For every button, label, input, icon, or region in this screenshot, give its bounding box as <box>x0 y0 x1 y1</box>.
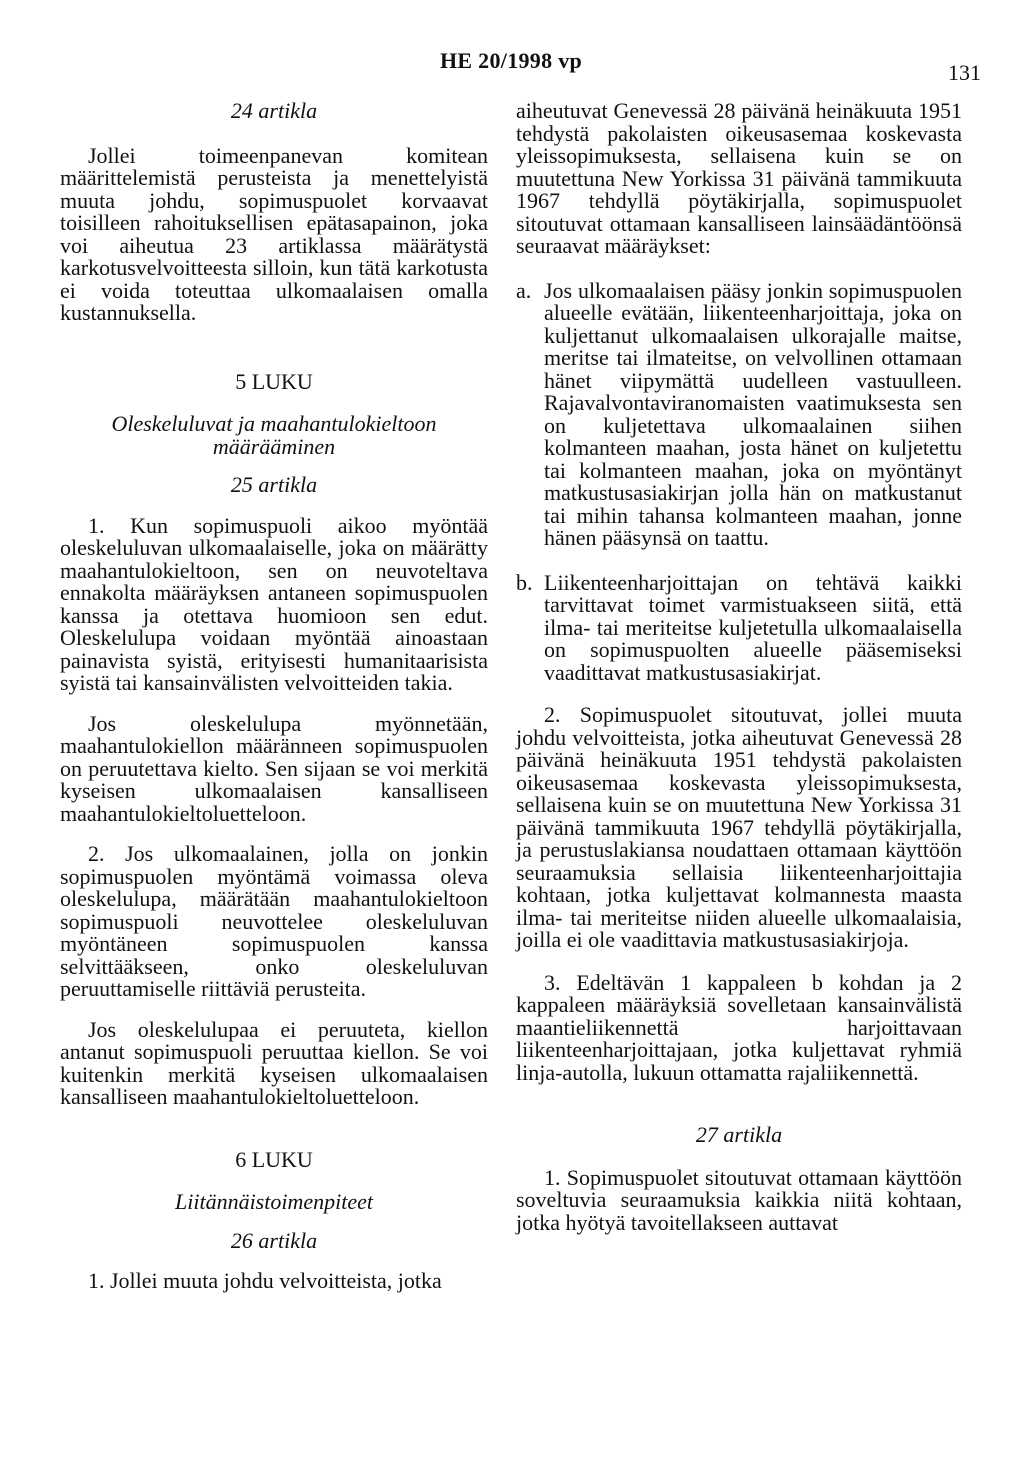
document-reference: HE 20/1998 vp <box>440 48 583 73</box>
list-item-b <box>516 569 962 685</box>
paragraph-2: 2. Sopimuspuolet sitoutuvat, jollei muuta johdu velvoitteista, jotka aiheutuvat Genevessä 28 päivänä heinäkuuta 1951 tehdystä pakolaisten oikeusasemaa koskevasta yleissopimuksesta, sellaisena kuin se on muutettuna New Yorkissa 31 päivänä tammikuuta 1967 tehdyllä pöytäkirjalla, ja perustuslakiansa noudattaen ottamaan käyttöön seuraamuksia sellaisia liikenteenharjoittajia kohtaan, jotka kuljettavat kolmannesta maasta ilma- tai meriteitse niiden alueelle ulkomaalaisia, joilla ei ole vaadittavia matkustusasiakirjoja. <box>516 702 962 952</box>
chapter-5-heading: 5 LUKU <box>235 368 313 394</box>
article-24-heading: 24 artikla <box>230 98 318 123</box>
page-header <box>0 48 1024 88</box>
chapter-5-title: Oleskeluluvat ja maahantulokieltoon määrääminen <box>111 411 437 459</box>
article-27-heading: 27 artikla <box>695 1122 783 1147</box>
list-text-a: Jos ulkomaalaisen pääsy jonkin sopimuspuolen alueelle evätään, liikenteenharjoittaja, joka on kuljettanut ulkomaalaisen ulkorajalle maitse, meritse tai ilmateitse, on velvollinen ottamaan hänet viipymättä uudelleen vastuulleen. Rajavalvontaviranomaisten vaatimuksesta sen on kuljetettava ulkomaalainen siihen kolmanteen maahan, josta hänet on kuljetettu tai kolmanteen maahan, joka on myöntänyt matkustusasiakirjan jolla hän on matkustanut tai mihin tahansa kolmanteen maahan, jonne hänen pääsynsä on taattu. <box>544 277 962 550</box>
paragraph-3: 3. Edeltävän 1 kappaleen b kohdan ja 2 kappaleen määräyksiä sovelletaan kansainvälistä maantieliikennettä harjoittavaan liikenteenharjoittajaan, jotka kuljettavat ryhmiä linja-autolla, lukuun ottamatta rajaliikennettä. <box>516 969 962 1085</box>
page-number: 131 <box>948 60 981 85</box>
article-25-paragraph-1: 1. Kun sopimuspuoli aikoo myöntää oleskeluluvan ulkomaalaiselle, joka on määrätty maahantulokieltoon, sen on neuvoteltava ennakolta määräyksen antaneen sopimuspuolen kanssa ja otettava huomioon sen edut. Oleskelulupa voidaan myöntää ainoastaan painavista syistä, erityisesti humanitaarisista syistä tai kansainvälisten velvoitteiden takia. <box>60 512 488 695</box>
article-25-paragraph-3: 2. Jos ulkomaalainen, jolla on jonkin sopimuspuolen myöntämä voimassa oleva oleskelulupa, määrätään maahantulokieltoon sopimuspuoli neuvottelee oleskeluluvan myöntäneen sopimuspuolen kanssa selvittääkseen, onko oleskeluluvan peruuttamiselle riittäviä perusteita. <box>60 841 488 1001</box>
chapter-6-heading: 6 LUKU <box>235 1146 313 1172</box>
article-25-paragraph-4: Jos oleskelulupaa ei peruuteta, kiellon antanut sopimuspuoli peruuttaa kiellon. Se voi kuitenkin merkitä kyseisen ulkomaalaisen kansalliseen maahantulokieltoluetteloon. <box>60 1016 488 1109</box>
chapter-6-title: Liitännäistoimenpiteet <box>175 1189 373 1214</box>
list-item-a <box>516 277 962 550</box>
article-26-paragraph-1: 1. Jollei muuta johdu velvoitteista, jotka <box>88 1268 442 1293</box>
left-column <box>60 100 488 1293</box>
article-26-heading: 26 artikla <box>230 1227 318 1253</box>
list-marker-a: a. <box>516 277 532 303</box>
right-column <box>516 100 962 1234</box>
article-25-heading: 25 artikla <box>230 472 318 497</box>
article-25-paragraph-2: Jos oleskelulupa myönnetään, maahantulokiellon määränneen sopimuspuolen on peruutettava kielto. Sen sijaan se voi merkitä kyseisen ulkomaalaisen kansalliseen maahantulokieltoluetteloon. <box>60 710 488 826</box>
continued-paragraph: aiheutuvat Genevessä 28 päivänä heinäkuuta 1951 tehdystä pakolaisten oikeusasemaa koskevasta yleissopimuksesta, sellaisena kuin se on muutettuna New Yorkissa 31 päivänä tammikuuta 1967 tehdyllä pöytäkirjalla, sopimuspuolet sitoutuvat ottamaan kansalliseen lainsäädäntöönsä seuraavat määräykset: <box>516 98 962 258</box>
list-marker-b: b. <box>516 569 533 595</box>
article-24-text: Jollei toimeenpanevan komitean määrittelemistä perusteista ja menettelyistä muuta johdu, sopimuspuolet korvaavat toisilleen rahoituksellisen epätasapainon, joka voi aiheutua 23 artiklassa määrätystä karkotusvelvoitteesta silloin, kun tätä karkotusta ei voida toteuttaa ulkomaalaisen omalla kustannuksella. <box>60 142 488 325</box>
article-27-paragraph-1: 1. Sopimuspuolet sitoutuvat ottamaan käyttöön soveltuvia seuraamuksia kaikkia niitä kohtaan, jotka hyötyä tavoitellakseen auttavat <box>516 1164 962 1235</box>
list-text-b: Liikenteenharjoittajan on tehtävä kaikki tarvittavat toimet varmistuakseen siitä, että ilma- tai meriteitse kuljetetulla ulkomaalaisella on sopimuspuolten alueelle pääsemiseksi vaadittavat matkustusasiakirjat. <box>544 569 962 685</box>
